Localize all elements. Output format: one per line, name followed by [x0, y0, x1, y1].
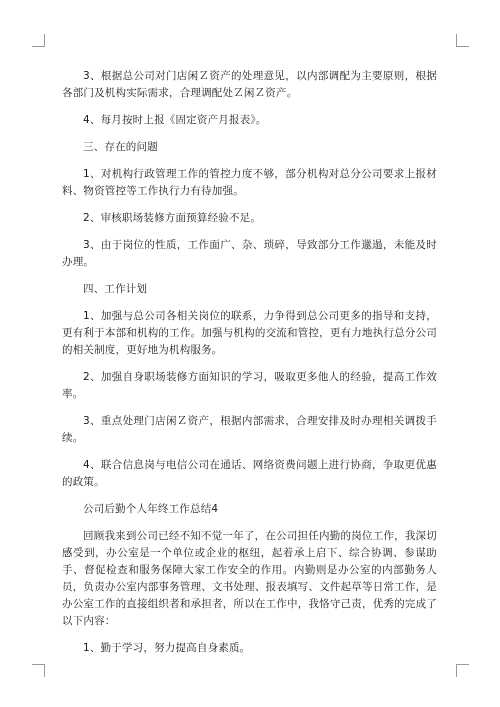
plan-item-1: 1、加强与总公司各相关岗位的联系，力争得到总公司更多的指导和支持，更有利于本部和机构的工作。加强与机构的交流和管控，更有力地执行总分公司的相关制度，更好地为机构服务。 [62, 310, 437, 356]
problem-item-1: 1、对机构行政管理工作的管控力度不够，部分机构对总分公司要求上报材料、物资管控等工作执行力有待加强。 [62, 168, 437, 197]
content-item-1: 1、勤于学习，努力提高自身素质。 [83, 642, 251, 654]
paragraph-4-monthly-report: 4、每月按时上报《固定资产月报表》。 [83, 114, 267, 126]
section-heading-problems: 三、存在的问题 [83, 141, 158, 153]
crop-mark-bottom-right [456, 664, 469, 677]
section-heading-work-plan: 四、工作计划 [83, 283, 148, 295]
document-body [62, 68, 437, 667]
plan-item-2: 2、加强自身职场装修方面知识的学习，吸取更多他人的经验，提高工作效率。 [62, 371, 437, 400]
crop-mark-top-left [32, 34, 45, 47]
problem-item-3: 3、由于岗位的性质，工作面广、杂、琐碎，导致部分工作邋遢，未能及时办理。 [62, 239, 437, 268]
intro-paragraph: 回顾我来到公司已经不知不觉一年了，在公司担任内勤的岗位工作，我深切感受到，办公室是一个单位或企业的枢纽，起着承上启下、综合协调、参谋助手、督促检查和服务保障大家工作安全的作用。内勤则是办公室的内部勤务人员，负责办公室内部事务管理、文书处理、报表填写、文件起草等日常工作，是办公室工作的直接组织者和承担者，所以在工作中，我恪守己责，优秀的完成了以下内容： [62, 530, 437, 627]
article-title-summary-4: 公司后勤个人年终工作总结4 [83, 503, 219, 515]
paragraph-3-reallocate-assets: 3、根据总公司对门店闲Ｚ资产的处理意见，以内部调配为主要原则，根据各部门及机构实际需求，合理调配处Ｚ闲Ｚ资产。 [62, 70, 437, 99]
problem-item-2: 2、审核职场装修方面预算经验不足。 [83, 212, 262, 224]
plan-item-4: 4、联合信息岗与电信公司在通话、网络资费问题上进行协商，争取更优惠的政策。 [62, 459, 437, 488]
crop-mark-bottom-left [32, 664, 45, 677]
crop-mark-top-right [456, 34, 469, 47]
plan-item-3: 3、重点处理门店闲Ｚ资产，根据内部需求，合理安排及时办理相关调拨手续。 [62, 415, 437, 444]
